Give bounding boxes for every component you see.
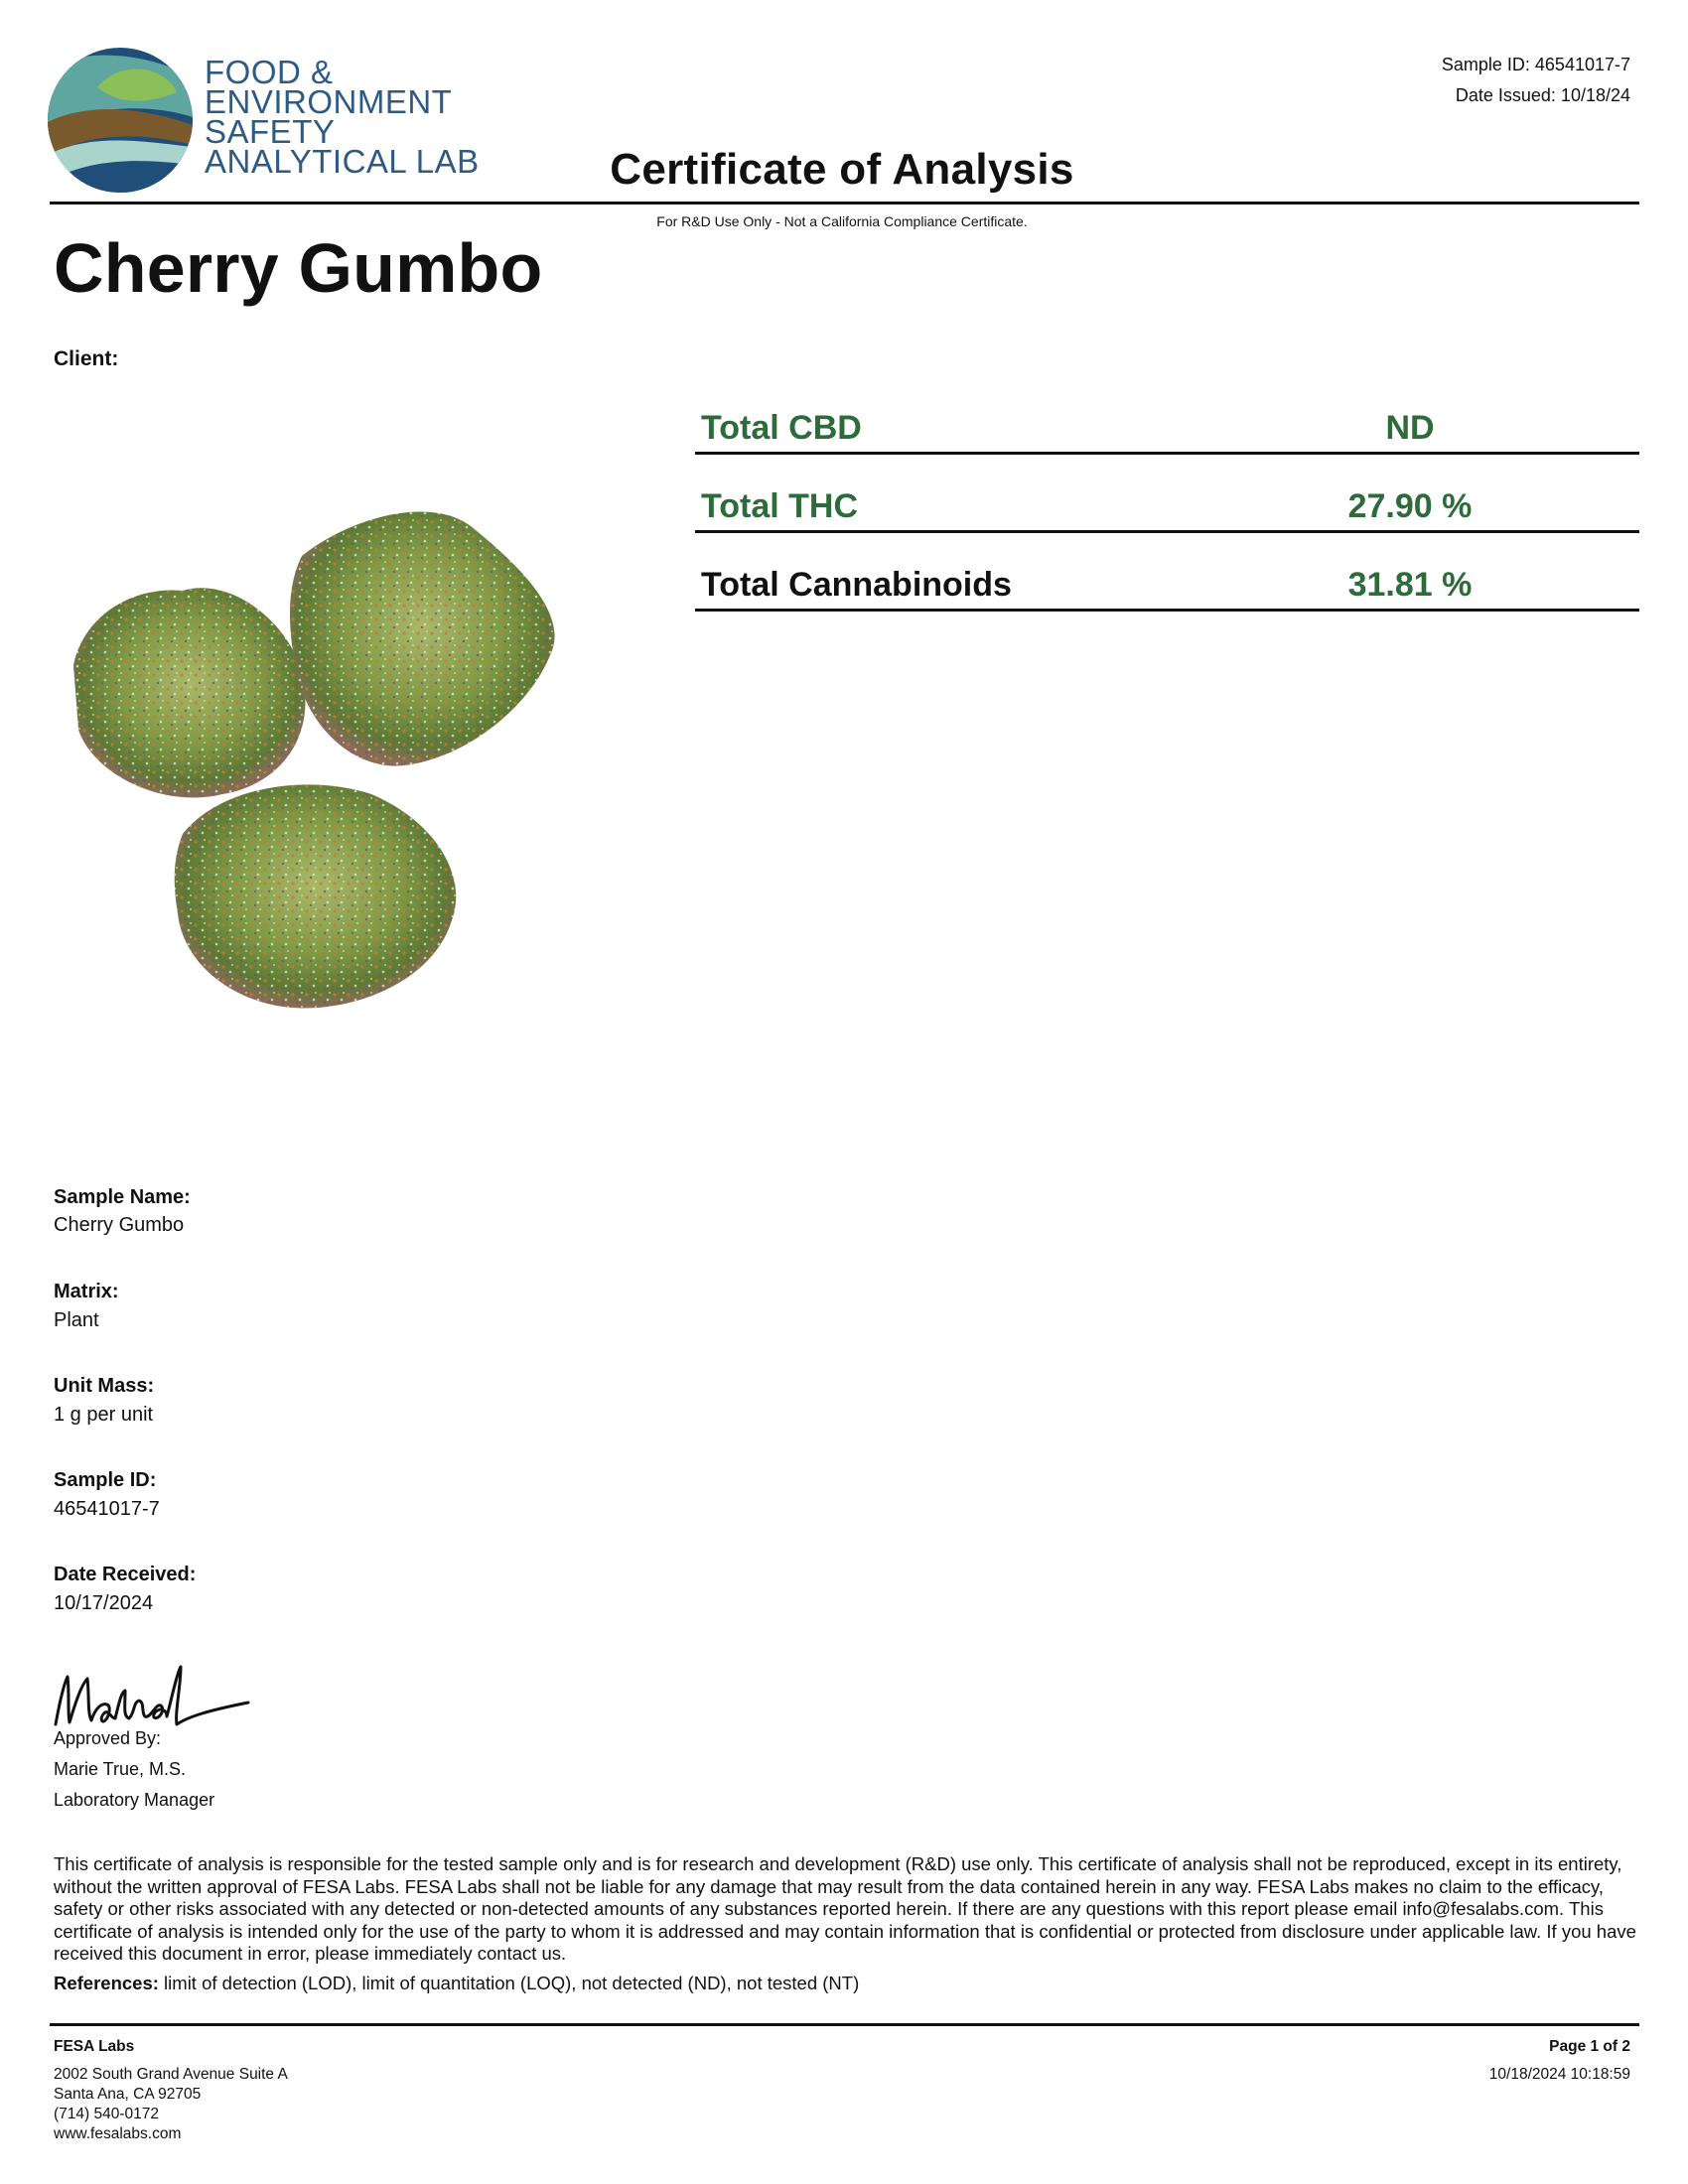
summary-value: ND [1385,409,1435,447]
summary-value: 31.81 % [1347,566,1473,604]
product-photo [54,477,590,1032]
summary-label: Total CBD [701,409,862,447]
legal-disclaimer: This certificate of analysis is responsible for the tested sample only and is for research and development (R&D) use only. This certificate of analysis shall not be reproduced, except in its entirety, without the written approval of FESA Labs. FESA Labs shall not be liable for any damage that may result from the data contained herein in any way. FESA Labs makes no claim to the efficacy, safety or other risks associated with any detected or non-detected amounts of any substances reported herein. If there are any questions with this report please email info@fesalabs.com. This certificate of analysis is intended only for the use of the party to whom it is addressed and may contain information that is confidential or protected from disclosure under applicable law. If you have received this document in error, please immediately contact us. [54,1853,1636,1964]
unit-mass-label: Unit Mass: [54,1375,155,1397]
sample-name-label: Sample Name: [54,1186,191,1208]
date-received-label: Date Received: [54,1564,197,1585]
summary-row-total-cannabinoids [695,554,1639,612]
sample-name-value: Cherry Gumbo [54,1214,185,1236]
references [54,1973,859,1994]
approver-name: Marie True, M.S. [54,1759,187,1779]
summary-label: Total THC [701,487,859,525]
footer-timestamp: 10/18/2024 10:18:59 [1488,2066,1630,2083]
page-number: Page 1 of 2 [1549,2038,1630,2055]
footer-divider [50,2023,1639,2026]
matrix-value: Plant [54,1309,99,1331]
logo-line: ENVIRONMENT [205,83,453,120]
summary-row-total-cbd [695,397,1639,455]
references-text: limit of detection (LOD), limit of quantitation (LOQ), not detected (ND), not tested (NT) [158,1973,860,1993]
rd-disclaimer: For R&D Use Only - Not a California Compliance Certificate. [656,213,1028,229]
references-label: References: [54,1973,159,1993]
summary-row-total-thc [695,476,1639,533]
footer-address-line2: Santa Ana, CA 92705 [54,2086,202,2103]
matrix-label: Matrix: [54,1281,119,1302]
logo-line: FOOD & [205,54,334,90]
footer-company: FESA Labs [54,2038,135,2055]
lab-logo-icon [48,48,193,193]
client-label: Client: [54,347,119,370]
unit-mass-value: 1 g per unit [54,1404,154,1426]
logo-line: ANALYTICAL LAB [205,143,480,180]
summary-label: Total Cannabinoids [701,566,1012,604]
sample-id-label: Sample ID: [54,1469,157,1491]
header-date-issued: Date Issued: 10/18/24 [1455,85,1630,105]
approver-title: Laboratory Manager [54,1790,215,1810]
lab-logo-text [205,54,480,180]
header-divider [50,202,1639,205]
summary-value: 27.90 % [1347,487,1473,525]
header-sample-id: Sample ID: 46541017-7 [1441,55,1630,74]
footer-address-line1: 2002 South Grand Avenue Suite A [54,2066,288,2083]
document-title: Certificate of Analysis [610,145,1074,194]
logo-line: SAFETY [205,113,336,150]
sample-id-value: 46541017-7 [54,1498,160,1520]
footer-phone: (714) 540-0172 [54,2106,159,2122]
product-name: Cherry Gumbo [54,229,543,307]
date-received-value: 10/17/2024 [54,1592,154,1614]
footer-website: www.fesalabs.com [54,2125,182,2142]
approved-by-label: Approved By: [54,1728,162,1748]
